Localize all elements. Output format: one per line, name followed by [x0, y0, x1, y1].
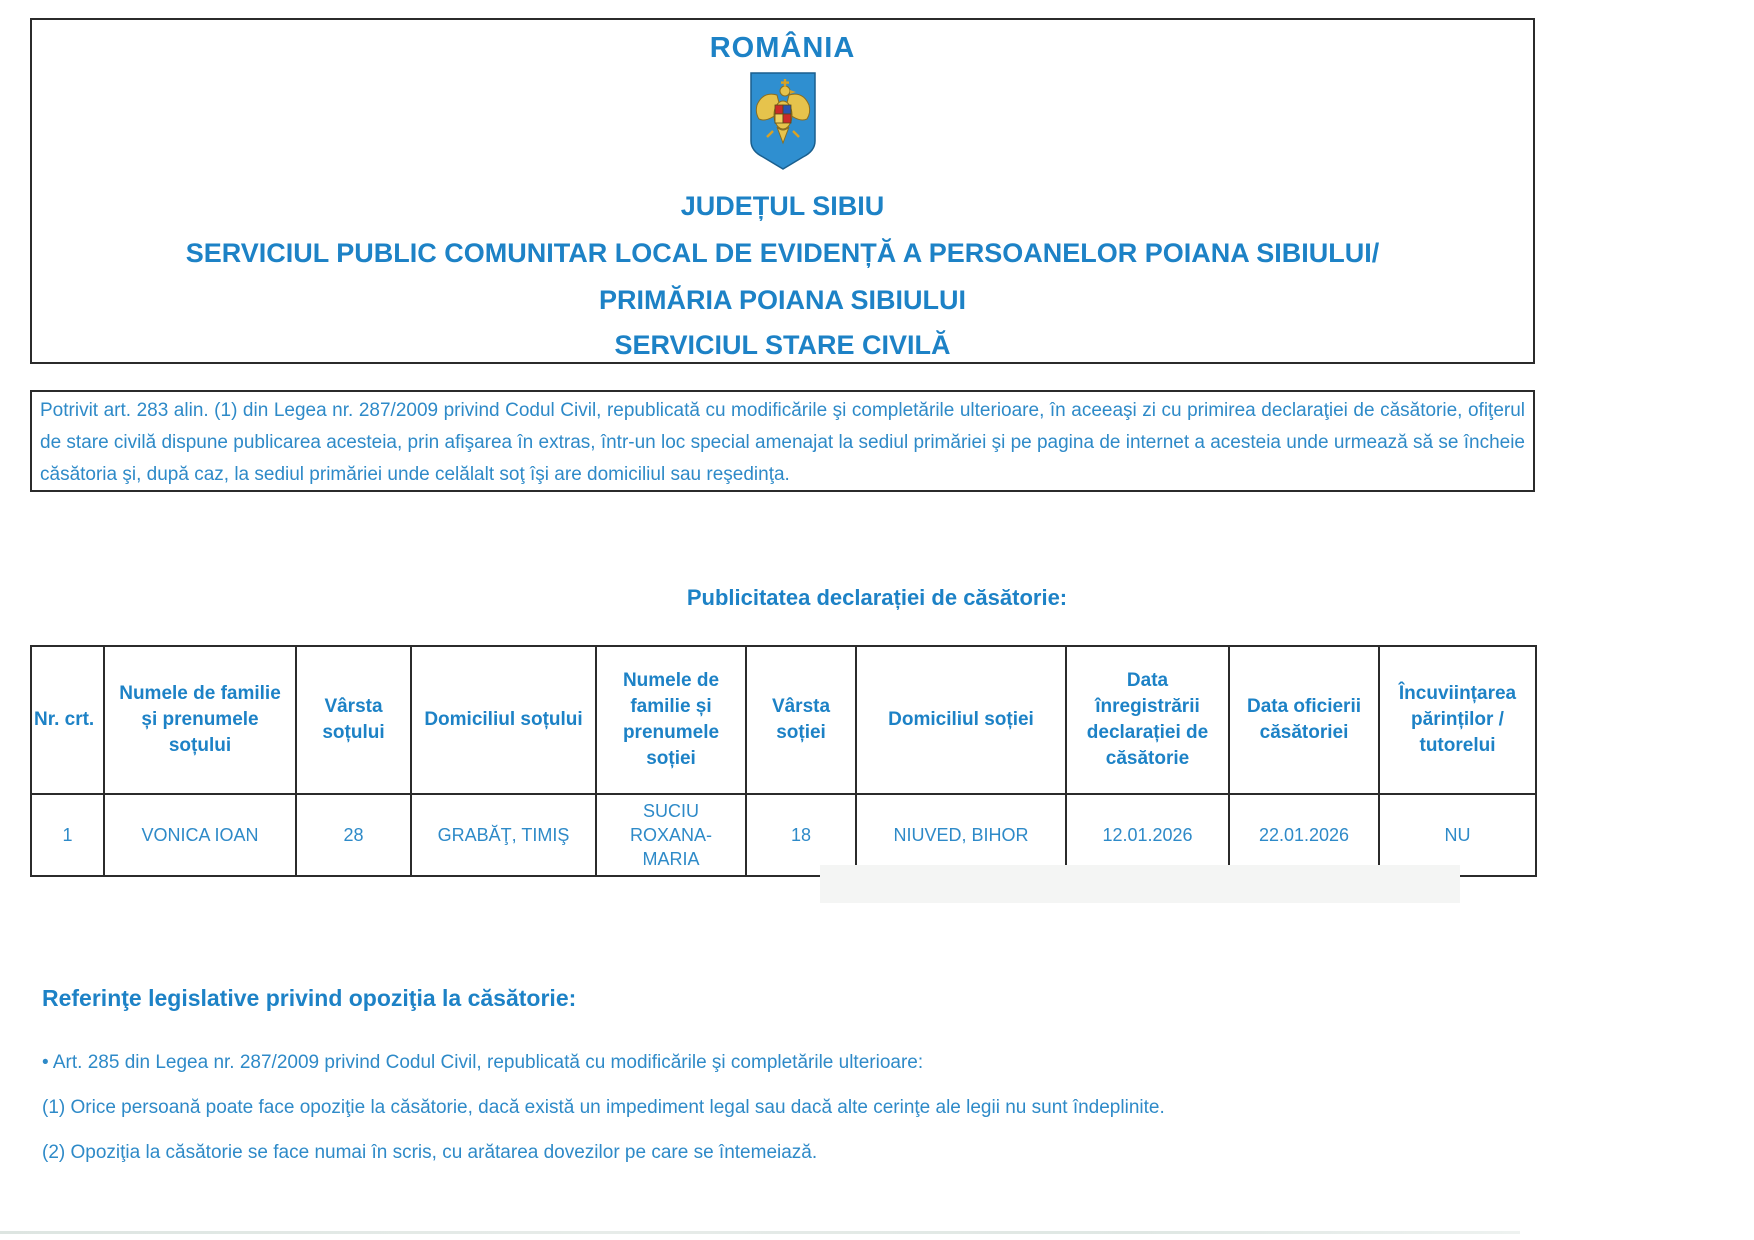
marriage-declarations-table: [30, 645, 1537, 877]
cell-husband-name: VONICA IOAN: [104, 794, 296, 876]
office-line2: PRIMĂRIA POIANA SIBIULUI: [598, 285, 966, 315]
coat-of-arms-wrap: [32, 71, 1533, 171]
scan-line-artifact: [0, 1231, 1520, 1234]
column-header-husband-domicile: Domiciliul soțului: [411, 646, 596, 794]
reference-item-paragraph-2: (2) Opoziţia la căsătorie se face numai în scris, cu arătarea dovezilor pe care se întemeiază.: [42, 1142, 818, 1163]
header-box: [30, 18, 1535, 364]
office-line3: SERVICIUL STARE CIVILĂ: [614, 330, 951, 360]
legal-intro-box: [30, 390, 1535, 492]
reference-item-paragraph-1: (1) Orice persoană poate face opoziţie la căsătorie, dacă există un impediment legal sau dacă alte cerinţe ale legii nu sunt îndeplinite.: [42, 1097, 1165, 1118]
cell-ceremony-date: 22.01.2026: [1229, 794, 1379, 876]
references-heading: Referinţe legislative privind opoziţia la căsătorie:: [42, 985, 577, 1011]
cell-husband-age: 28: [296, 794, 411, 876]
cell-parental-consent: NU: [1379, 794, 1536, 876]
cell-wife-name: SUCIU ROXANA-MARIA: [596, 794, 746, 876]
scan-highlight-artifact: [820, 865, 1460, 903]
column-header-husband-name: Numele de familie și prenumele soțului: [104, 646, 296, 794]
column-header-husband-age: Vârsta soțului: [296, 646, 411, 794]
column-header-wife-age: Vârsta soției: [746, 646, 856, 794]
cell-husband-domicile: GRABĂŢ, TIMIŞ: [411, 794, 596, 876]
column-header-ceremony-date: Data oficierii căsătoriei: [1229, 646, 1379, 794]
county-title: JUDEȚUL SIBIU: [680, 191, 885, 221]
column-header-nr-crt: Nr. crt.: [31, 646, 104, 794]
column-header-registration-date: Data înregistrării declarației de căsătorie: [1066, 646, 1229, 794]
column-header-wife-domicile: Domiciliul soției: [856, 646, 1066, 794]
country-title: ROMÂNIA: [709, 32, 856, 64]
section-title: Publicitatea declarației de căsătorie:: [686, 585, 1068, 610]
reference-item-art285: • Art. 285 din Legea nr. 287/2009 privind Codul Civil, republicată cu modificările şi completările ulterioare:: [42, 1052, 924, 1073]
cell-wife-domicile: NIUVED, BIHOR: [856, 794, 1066, 876]
table-header-row: [31, 646, 1536, 794]
column-header-wife-name: Numele de familie și prenumele soției: [596, 646, 746, 794]
column-header-parental-consent: Încuviințarea părinților / tutorelui: [1379, 646, 1536, 794]
cell-nr: 1: [31, 794, 104, 876]
table-row: [31, 794, 1536, 876]
legal-intro-text: Potrivit art. 283 alin. (1) din Legea nr. 287/2009 privind Codul Civil, republicată cu modificările şi completările ulterioare, în aceeaşi zi cu primirea declaraţiei de căsătorie, ofiţerul de stare civilă dispune publicarea acesteia, prin afişarea în extras, într-un loc special amenajat la sediul primăriei şi pe pagina de internet a acesteia unde urmează să se încheie căsătoria şi, după caz, la sediul primăriei unde celălalt soţ îşi are domiciliul sau reşedinţa.: [40, 400, 1525, 485]
office-line1: SERVICIUL PUBLIC COMUNITAR LOCAL DE EVIDENȚĂ A PERSOANELOR POIANA SIBIULUI/: [185, 238, 1380, 268]
cell-registration-date: 12.01.2026: [1066, 794, 1229, 876]
romania-coat-of-arms-icon: [747, 71, 819, 171]
cell-wife-age: 18: [746, 794, 856, 876]
